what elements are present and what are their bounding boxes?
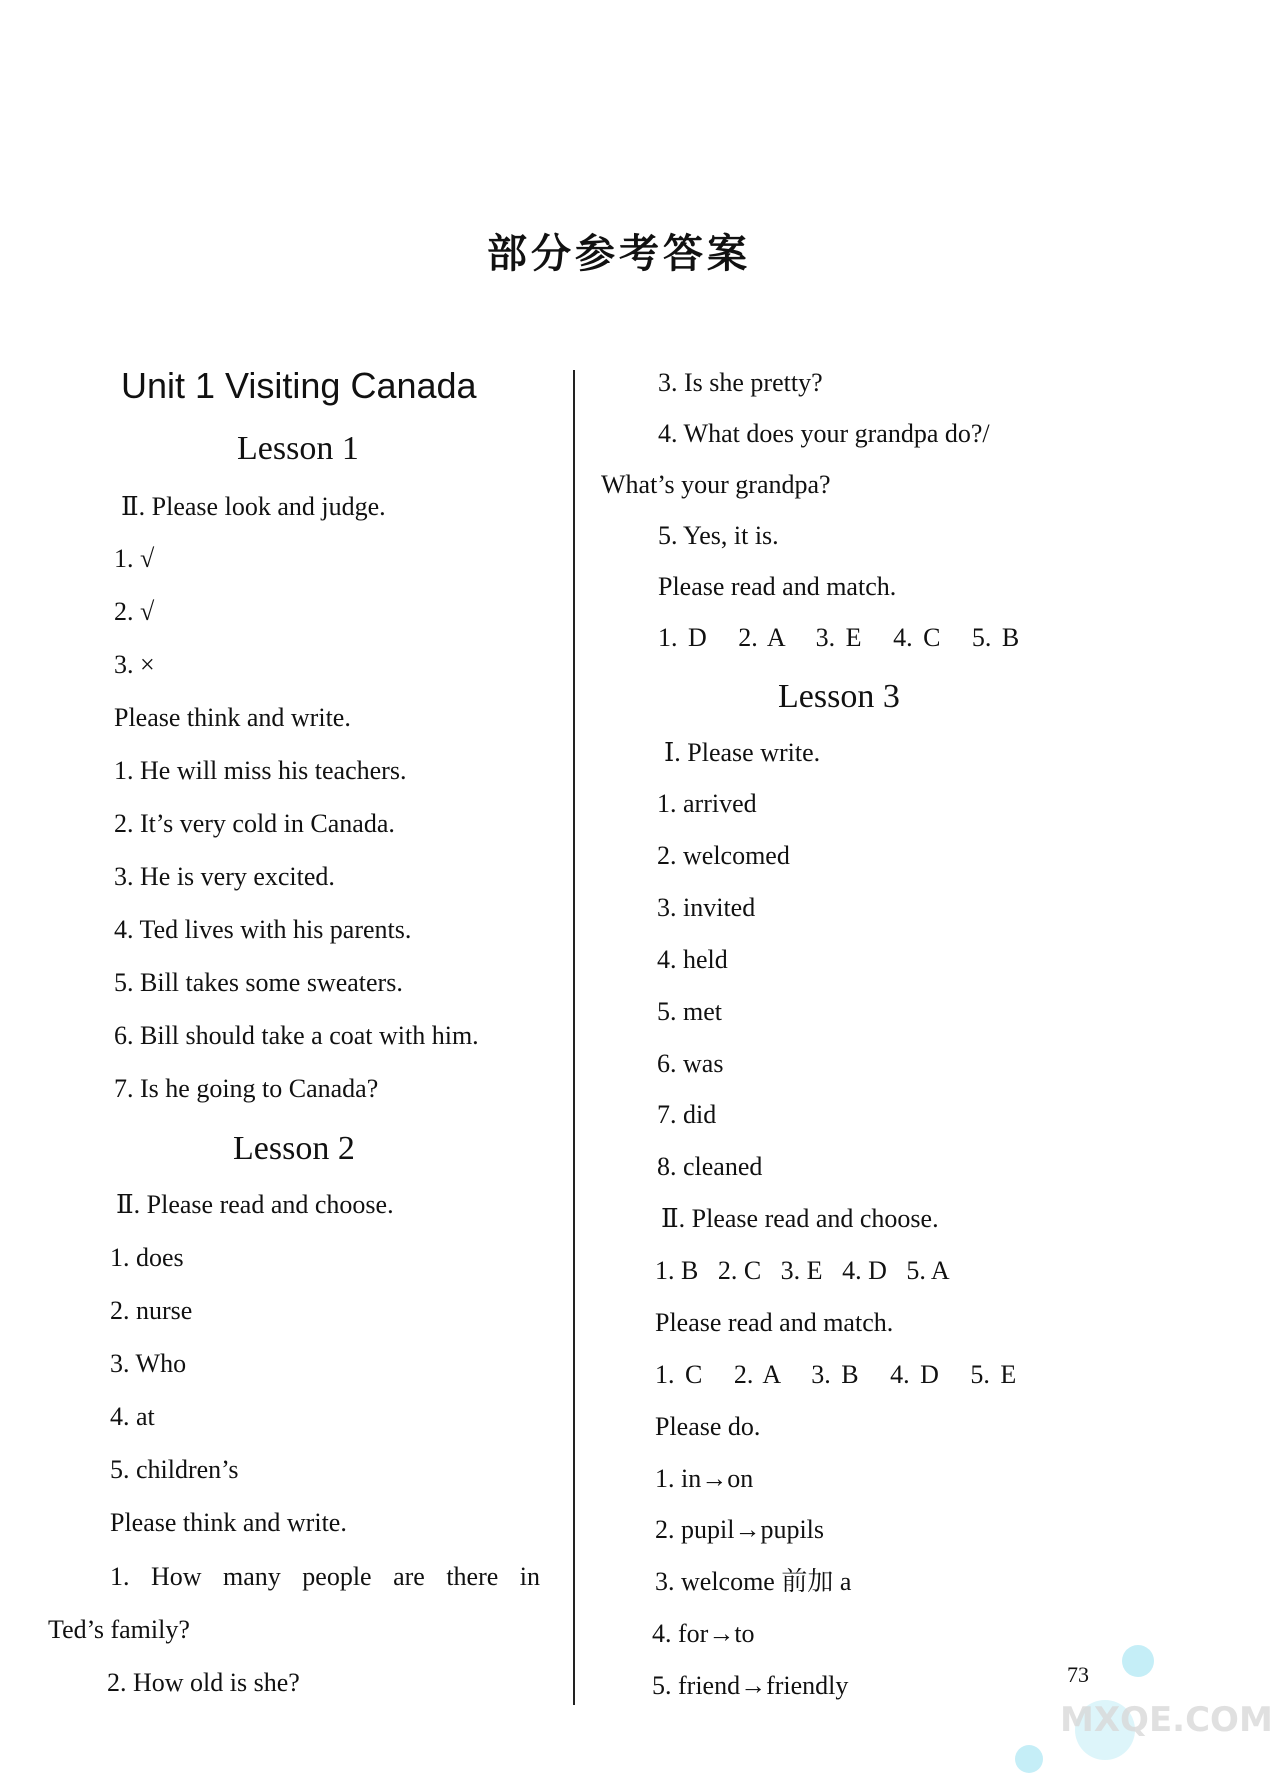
choose-answer: 5. children’s: [110, 1455, 239, 1484]
watermark-bubble: [1015, 1745, 1043, 1773]
question-4-continuation: What’s your grandpa?: [601, 470, 831, 499]
lesson2-section-2-title: Ⅱ. Please read and choose.: [116, 1190, 394, 1219]
do-answer: 1. in→on: [655, 1464, 754, 1493]
match-answers: 1. C 2. A 3. B 4. D 5. E: [655, 1360, 1017, 1389]
word: many: [223, 1562, 281, 1591]
write-answer: 1. He will miss his teachers.: [114, 756, 407, 785]
think-write-title: Please think and write.: [110, 1508, 347, 1537]
choose-answer: 4. at: [110, 1402, 155, 1431]
word: How: [150, 1562, 202, 1591]
choose-answer: 3. Who: [110, 1349, 187, 1378]
do-title: Please do.: [655, 1412, 761, 1441]
watermark-logo: MXQE.COM: [1060, 1700, 1273, 1740]
match-title: Please read and match.: [658, 572, 897, 601]
page-title: 部分参考答案: [487, 231, 751, 277]
word: in: [519, 1562, 540, 1591]
write-answer: 7. did: [657, 1100, 717, 1129]
write-answer: 2. It’s very cold in Canada.: [114, 809, 395, 838]
choose-answers: 1. B 2. C 3. E 4. D 5. A: [655, 1256, 950, 1285]
question-5: 5. Yes, it is.: [658, 521, 779, 550]
question-4: 4. What does your grandpa do?/: [658, 419, 990, 448]
lesson-1-heading: Lesson 1: [237, 430, 359, 467]
think-write-title: Please think and write.: [114, 703, 351, 732]
write-answer: 3. He is very excited.: [114, 862, 335, 891]
lesson3-section-1-title: Ⅰ. Please write.: [664, 738, 821, 767]
unit-title: Unit 1 Visiting Canada: [121, 365, 477, 406]
match-answers: 1. D 2. A 3. E 4. C 5. B: [658, 623, 1020, 652]
judge-answer: 2. √: [114, 597, 155, 626]
write-answer: 7. Is he going to Canada?: [114, 1074, 379, 1103]
write-answer: 5. Bill takes some sweaters.: [114, 968, 403, 997]
do-answer: 3. welcome 前加 a: [655, 1567, 852, 1596]
lesson3-section-2-title: Ⅱ. Please read and choose.: [661, 1204, 939, 1233]
write-answer: 4. Ted lives with his parents.: [114, 915, 412, 944]
word: are: [393, 1562, 425, 1591]
lesson-2-heading: Lesson 2: [233, 1130, 355, 1167]
match-title: Please read and match.: [655, 1308, 894, 1337]
judge-answer: 3. ×: [114, 650, 155, 679]
do-answer: 4. for→to: [652, 1619, 755, 1648]
write-answer: 1. arrived: [657, 789, 757, 818]
write-answer: 4. held: [657, 945, 728, 974]
question-1-continuation: Ted’s family?: [48, 1615, 190, 1644]
question-3: 3. Is she pretty?: [658, 368, 823, 397]
question-1-line: [110, 1562, 540, 1592]
lesson1-section-2-title: Ⅱ. Please look and judge.: [121, 492, 386, 521]
do-answer: 5. friend→friendly: [652, 1671, 849, 1700]
word: people: [302, 1562, 372, 1591]
watermark-bubble: [1122, 1645, 1154, 1677]
write-answer: 6. Bill should take a coat with him.: [114, 1021, 479, 1050]
question-2: 2. How old is she?: [107, 1668, 300, 1697]
write-answer: 6. was: [657, 1049, 724, 1078]
write-answer: 5. met: [657, 997, 722, 1026]
write-answer: 3. invited: [657, 893, 756, 922]
lesson-3-heading: Lesson 3: [778, 678, 900, 715]
column-divider: [573, 370, 575, 1705]
choose-answer: 2. nurse: [110, 1296, 193, 1325]
do-answer: 2. pupil→pupils: [655, 1515, 825, 1544]
write-answer: 2. welcomed: [657, 841, 790, 870]
word: 1.: [110, 1562, 130, 1591]
judge-answer: 1. √: [114, 544, 155, 573]
write-answer: 8. cleaned: [657, 1152, 763, 1181]
choose-answer: 1. does: [110, 1243, 184, 1272]
word: there: [446, 1562, 499, 1591]
page-number: 73: [1067, 1662, 1089, 1687]
